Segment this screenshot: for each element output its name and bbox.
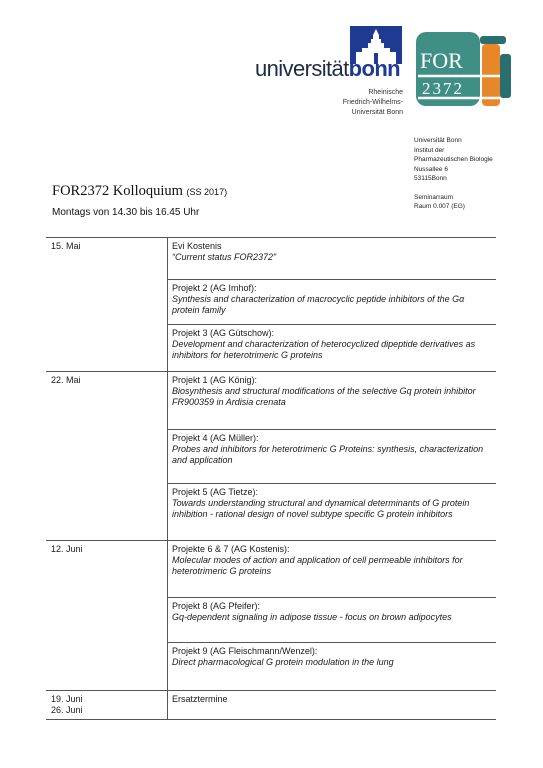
table-row <box>46 643 496 691</box>
content-cell <box>168 691 497 720</box>
date-cell <box>46 691 168 720</box>
page-title-suffix: (SS 2017) <box>186 187 228 197</box>
address-block <box>414 136 493 212</box>
table-row <box>46 325 496 372</box>
project-title: Projekt 1 (AG König): <box>172 375 258 385</box>
date-cell: 12. Juni <box>46 541 168 598</box>
page-subtitle: Montags von 14.30 bis 16.45 Uhr <box>52 207 200 218</box>
uni-sub-line: Rheinische <box>368 89 403 96</box>
date-cell: 15. Mai <box>46 238 168 280</box>
date-cell <box>46 643 168 691</box>
room-line: Seminarraum <box>414 193 454 201</box>
project-title: Evi Kostenis <box>172 241 222 251</box>
project-description: Direct pharmacological G protein modulation in the lung <box>172 657 394 667</box>
project-description: “Current status FOR2372” <box>172 252 277 262</box>
project-description: Molecular modes of action and application of cell permeable inhibitors for heterotrimeric G proteins <box>172 555 463 576</box>
project-title: Ersatztermine <box>172 694 228 704</box>
project-description: Gq-dependent signaling in adipose tissue - focus on brown adipocytes <box>172 612 452 622</box>
uni-sub-line: Friedrich-Wilhelms- <box>342 99 403 106</box>
uni-word-brand: bonn <box>348 56 401 81</box>
content-cell <box>168 643 497 691</box>
table-row <box>46 541 496 598</box>
project-title: Projekt 2 (AG Imhof): <box>172 283 257 293</box>
project-description: Synthesis and characterization of macrocyclic peptide inhibitors of the Gα protein family <box>172 294 465 315</box>
uni-bonn-wordmark <box>255 56 400 82</box>
date-line: 26. Juni <box>51 705 83 715</box>
address-line: Institut der <box>414 146 445 154</box>
uni-bonn-logo <box>255 26 405 84</box>
address-line: Universität Bonn <box>414 137 462 144</box>
project-title: Projekte 6 & 7 (AG Kostenis): <box>172 544 290 554</box>
table-row <box>46 430 496 484</box>
for-logo-line2: 2372 <box>422 79 464 98</box>
content-cell <box>168 372 497 430</box>
content-cell <box>168 541 497 598</box>
table-row <box>46 280 496 325</box>
address-line: Nussallee 6 <box>414 165 448 173</box>
content-cell <box>168 598 497 643</box>
content-cell <box>168 238 497 280</box>
uni-word-main: universität <box>255 56 349 81</box>
address-line: 53115Bonn <box>414 175 447 182</box>
table-row <box>46 372 496 430</box>
date-cell <box>46 430 168 484</box>
table-row <box>46 484 496 541</box>
uni-bonn-subtitle <box>343 88 403 118</box>
schedule-table <box>46 237 496 720</box>
project-description: Biosynthesis and structural modifications of the selective Gq protein inhibitor FR900359 in Ardisia crenata <box>172 386 476 407</box>
content-cell <box>168 484 497 541</box>
content-cell <box>168 280 497 325</box>
project-description: Probes and inhibitors for heterotrimeric G Proteins: synthesis, characterization and application <box>172 444 484 465</box>
date-cell <box>46 325 168 372</box>
for2372-logo <box>414 30 514 110</box>
project-description: Towards understanding structural and dynamical determinants of G protein inhibition - rational design of novel subtype specific G protein inhibitors <box>172 498 470 519</box>
project-title: Projekt 9 (AG Fleischmann/Wenzel): <box>172 646 318 656</box>
table-row <box>46 598 496 643</box>
room-line: Raum 0.007 (EG) <box>414 203 465 210</box>
date-line: 19. Juni <box>51 694 83 704</box>
address-gap <box>414 184 493 193</box>
project-title: Projekt 5 (AG Tietze): <box>172 487 259 497</box>
for-logo-line1: FOR <box>420 48 463 73</box>
address-line: Pharmazeutischen Biologie <box>414 156 493 163</box>
content-cell <box>168 430 497 484</box>
date-cell <box>46 484 168 541</box>
date-cell: 22. Mai <box>46 372 168 430</box>
table-row <box>46 691 496 720</box>
content-cell <box>168 325 497 372</box>
project-title: Projekt 3 (AG Gütschow): <box>172 328 275 338</box>
page-title-text: FOR2372 Kolloquium <box>52 183 183 199</box>
table-row <box>46 238 496 280</box>
uni-sub-line: Universität Bonn <box>351 109 403 116</box>
project-title: Projekt 4 (AG Müller): <box>172 433 259 443</box>
page-title <box>52 183 227 200</box>
date-cell <box>46 280 168 325</box>
project-description: Development and characterization of heterocyclized dipeptide derivatives as inhibitors for heterotrimeric G proteins <box>172 339 476 360</box>
date-cell <box>46 598 168 643</box>
project-title: Projekt 8 (AG Pfeifer): <box>172 601 261 611</box>
